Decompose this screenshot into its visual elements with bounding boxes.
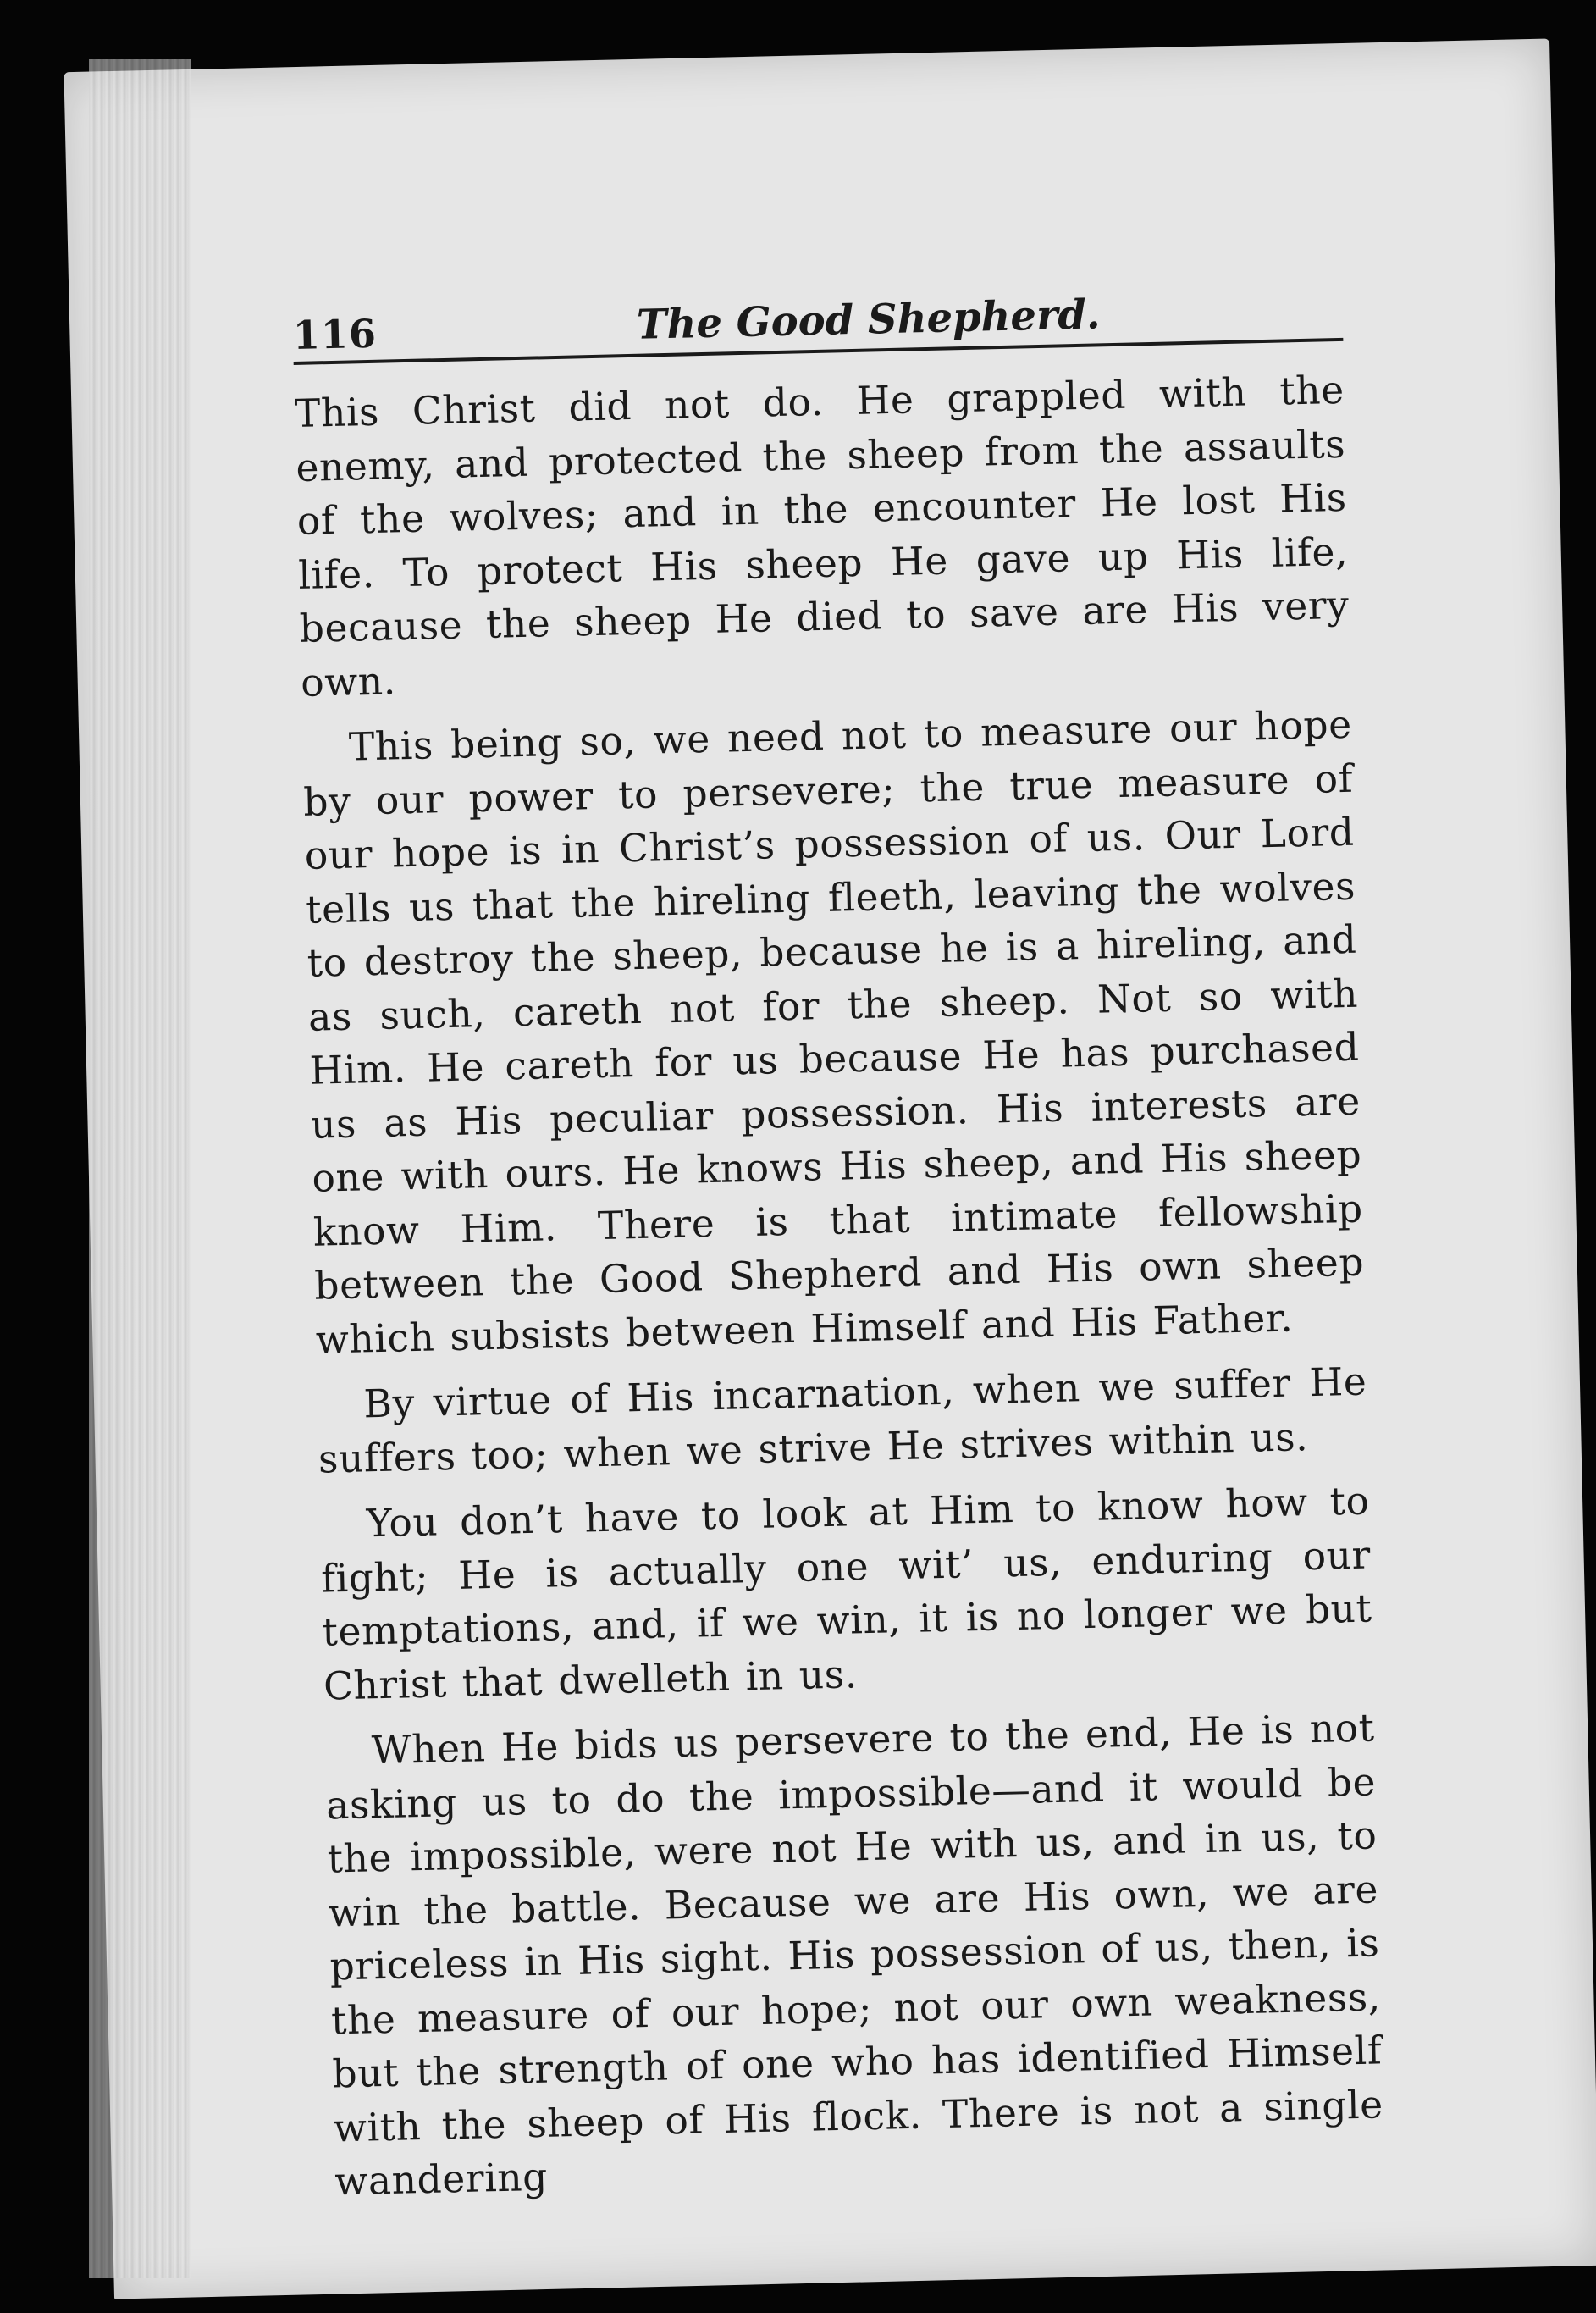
body-text <box>294 363 1384 2209</box>
paragraph: By virtue of His incarnation, when we suffer He suffers too; when we strive He strives within us. <box>318 1358 1367 1482</box>
paragraph: This being so, we need not to measure our hope by our power to persevere; the true measure of our hope is in Christ’s possession of us. Our Lord tells us that the hireling fleeth, leaving the wolves to destroy the sheep, because he is a hireling, and as such, careth not for the sheep. Not so with Him. He careth for us because He has purchased us as His peculiar possession. His interests are one with ours. He knows His sheep, and His sheep know Him. There is that intimate fellowship between the Good Shepherd and His own sheep which subsists between Himself and His Father. <box>302 701 1365 1363</box>
page-number: 116 <box>292 310 378 358</box>
page-edges <box>89 59 191 2278</box>
paragraph: When He bids us persevere to the end, He is not asking us to do the impossible—and it would be the impossible, were not He with us, and in us, to win the battle. Because we are His own, we are priceless in His sight. His possession of us, then, is the measure of our hope; not our own weakness, but the strength of one who has identified Himself with the sheep of His flock. There is not a single wandering <box>325 1705 1384 2205</box>
paragraph: This Christ did not do. He grappled with the enemy, and protected the sheep from the assaults of the wolves; and in the encounter He lost His life. To protect His sheep He gave up His life, because the sheep He died to save are His very own. <box>294 367 1350 706</box>
paragraph: You don’t have to look at Him to know how to fight; He is actually one wit’ us, enduring our temptations, and, if we win, it is no longer we but Christ that dwelleth in us. <box>320 1478 1372 1709</box>
text-block <box>292 277 1385 2221</box>
running-head: The Good Shepherd. <box>636 291 1102 349</box>
